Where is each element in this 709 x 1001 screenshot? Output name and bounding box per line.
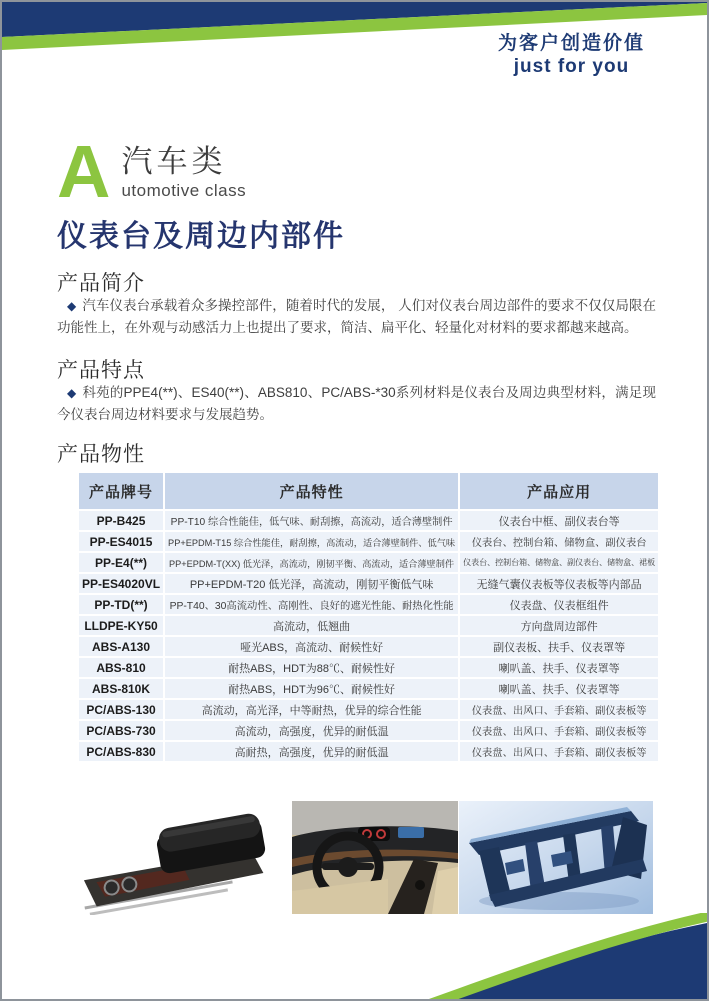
grade-cell: ABS-810K [79,679,163,698]
section-text-features [57,382,656,426]
application-cell: 仪表台中框、副仪表台等 [460,511,658,530]
application-cell: 喇叭盖、扶手、仪表罩等 [460,658,658,677]
grade-cell: PP-ES4015 [79,532,163,551]
application-cell: 仪表盘、出风口、手套箱、副仪表板等 [460,700,658,719]
table-row [79,553,658,572]
table-row [79,658,658,677]
feature-cell: PP-T40、30高流动性、高刚性、良好的遮光性能、耐热化性能 [165,595,458,614]
feature-cell: 高流动，高光泽，中等耐热，优异的综合性能 [165,700,458,719]
table-row [79,511,658,530]
car-interior-dashboard-photo [292,801,458,914]
application-cell: 仪表台、控制台箱、储物盒、副仪表台 [460,532,658,551]
category-title-en: utomotive class [121,180,247,200]
table-row [79,637,658,656]
feature-cell: PP+EPDM-T20 低光泽，高流动，刚韧平衡低气味 [165,574,458,593]
brand-slogan [498,28,645,78]
feature-cell: PP-T10 综合性能佳，低气味、耐刮擦，高流动，适合薄壁制件 [165,511,458,530]
product-properties-table [77,471,660,763]
application-cell: 副仪表板、扶手、仪表罩等 [460,637,658,656]
section-heading-properties: 产品物性 [57,443,145,466]
application-cell: 无缝气囊仪表板等仪表板等内部品 [460,574,658,593]
feature-cell: 耐热ABS，HDT为88℃、耐候性好 [165,658,458,677]
grade-cell: PC/ABS-830 [79,742,163,761]
feature-cell: 高流动，低翘曲 [165,616,458,635]
table-header-row [79,473,658,509]
grade-cell: PC/ABS-130 [79,700,163,719]
category-titles [121,146,246,201]
slogan-en: just for you [513,56,630,77]
category-letter: A [57,130,111,213]
table-row [79,679,658,698]
feature-cell: 哑光ABS，高流动、耐候性好 [165,637,458,656]
intro-paragraph: 汽车仪表台承载着众多操控部件，随着时代的发展， 人们对仪表台周边部件的要求不仅仅局限在功能性上，在外观与动感活力上也提出了要求，简洁、扁平化、轻量化对材料的要求都越来越高。 [57,298,657,335]
col-header-applications: 产品应用 [460,473,658,509]
feature-cell: 耐热ABS，HDT为96℃、耐候性好 [165,679,458,698]
feature-cell: PP+EPDM-T15 综合性能佳，耐刮擦，高流动，适合薄壁制件、低气味 [165,532,458,551]
table-row [79,532,658,551]
application-cell: 仪表盘、仪表框组件 [460,595,658,614]
grade-cell: PP-TD(**) [79,595,163,614]
section-heading-features: 产品特点 [57,359,145,382]
page-title: 仪表台及周边内部件 [57,220,345,253]
col-header-grade: 产品牌号 [79,473,163,509]
feature-cell: 高流动，高强度，优异的耐低温 [165,721,458,740]
feature-cell: 高耐热，高强度，优异的耐低温 [165,742,458,761]
section-text-intro [57,295,656,339]
table-row [79,574,658,593]
grade-cell: ABS-810 [79,658,163,677]
col-header-characteristics: 产品特性 [165,473,458,509]
table-row [79,616,658,635]
grade-cell: PC/ABS-730 [79,721,163,740]
application-cell: 仪表台、控制台箱、储物盒、副仪表台、储物盒、裙板 [460,553,658,572]
category-block [57,130,247,213]
application-cell: 仪表盘、出风口、手套箱、副仪表板等 [460,721,658,740]
product-table-body [79,511,658,761]
instrument-panel-frame-photo [459,801,653,914]
grade-cell: ABS-A130 [79,637,163,656]
footer-ribbon [2,913,707,999]
application-cell: 仪表盘、出风口、手套箱、副仪表板等 [460,742,658,761]
table-row [79,700,658,719]
application-cell: 喇叭盖、扶手、仪表罩等 [460,679,658,698]
table-row [79,742,658,761]
features-paragraph: 科苑的PPE4(**)、ES40(**)、ABS810、PC/ABS-*30系列材料是仪表台及周边典型材料，满足现今仪表台周边材料要求与发展趋势。 [57,385,656,422]
section-heading-intro: 产品简介 [57,272,145,295]
application-cell: 方向盘周边部件 [460,616,658,635]
category-title-cn: 汽车类 [121,144,227,180]
armrest-console-photo [66,801,282,915]
grade-cell: LLDPE-KY50 [79,616,163,635]
grade-cell: PP-ES4020VL [79,574,163,593]
feature-cell: PP+EPDM-T(XX) 低光泽，高流动，刚韧平衡、高流动，适合薄壁制件 [165,553,458,572]
diamond-bullet-icon: ◆ [67,386,77,400]
diamond-bullet-icon: ◆ [67,299,77,313]
grade-cell: PP-B425 [79,511,163,530]
slogan-cn: 为客户创造价值 [497,33,645,54]
table-row [79,595,658,614]
grade-cell: PP-E4(**) [79,553,163,572]
table-row [79,721,658,740]
